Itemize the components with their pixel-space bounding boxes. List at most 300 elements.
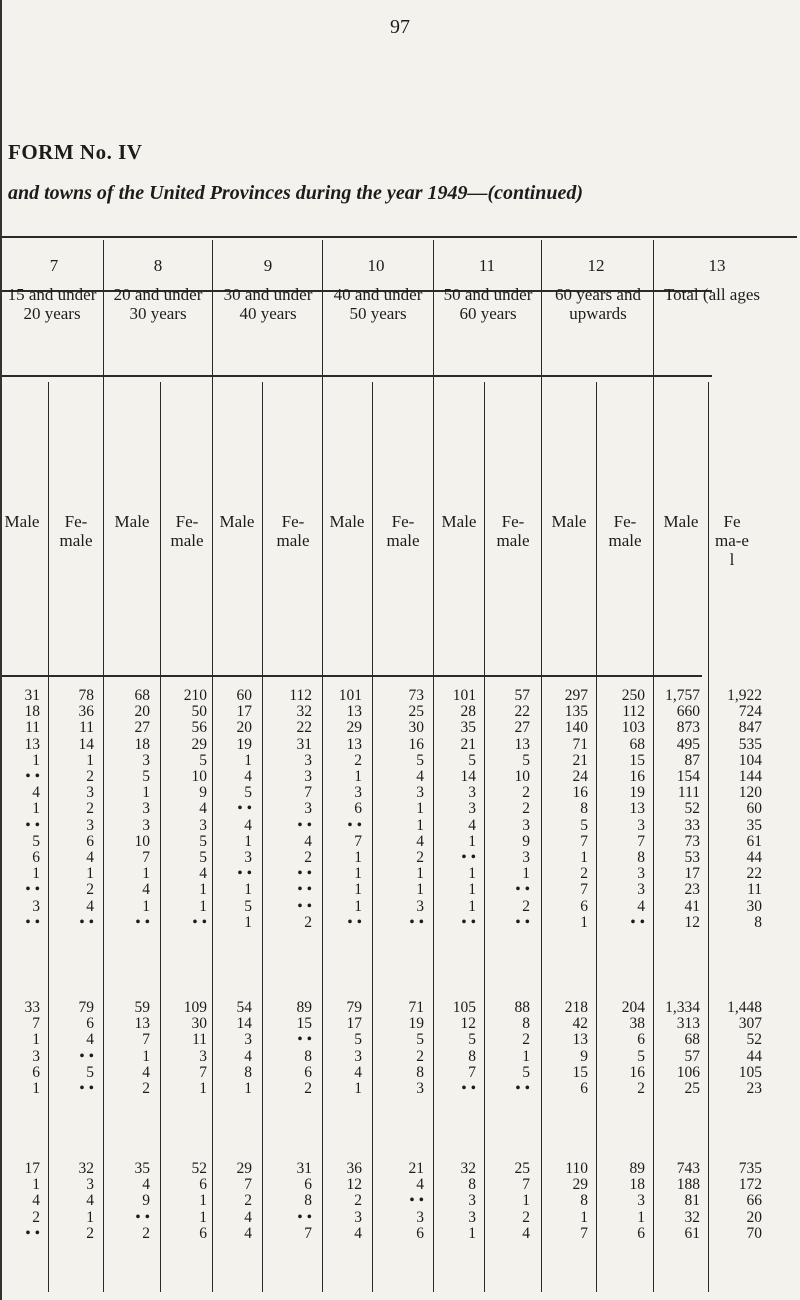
- table-cell: 3: [468, 784, 476, 802]
- table-cell: 7: [580, 832, 588, 850]
- table-cell: 1: [522, 1047, 530, 1065]
- table-cell: 29: [346, 719, 362, 737]
- table-cell: 7: [142, 849, 150, 867]
- table-cell: • •: [25, 913, 40, 931]
- table-cell: 1: [244, 881, 252, 899]
- table-column: [310, 1000, 362, 1097]
- table-column: [710, 1000, 762, 1097]
- table-column: [478, 1000, 530, 1097]
- table-cell: 71: [408, 999, 424, 1016]
- table-column: [536, 688, 588, 931]
- table-column: [200, 688, 252, 931]
- table-cell: 5: [199, 751, 207, 769]
- table-column: [0, 1000, 40, 1097]
- table-cell: 4: [354, 1063, 362, 1081]
- table-column: [0, 688, 40, 931]
- table-cell: 5: [244, 897, 252, 915]
- table-cell: • •: [297, 881, 312, 899]
- table-column: [648, 1000, 700, 1097]
- table-cell: 32: [460, 1160, 476, 1177]
- table-cell: 5: [637, 1047, 645, 1065]
- table-cell: 2: [142, 1224, 150, 1242]
- sex-header: Male: [114, 512, 150, 531]
- table-cell: 1: [522, 1192, 530, 1210]
- table-cell: 6: [637, 1224, 645, 1242]
- table-cell: 30: [191, 1015, 207, 1033]
- table-cell: 66: [746, 1192, 762, 1210]
- table-cell: 6: [199, 1176, 207, 1194]
- table-cell: 313: [676, 1015, 700, 1033]
- table-cell: 57: [684, 1047, 700, 1065]
- table-column: [710, 1161, 762, 1242]
- table-cell: 6: [86, 832, 94, 850]
- table-cell: 52: [684, 800, 700, 818]
- table-cell: 73: [408, 687, 424, 704]
- table-cell: 6: [416, 1224, 424, 1242]
- table-cell: 2: [32, 1208, 40, 1226]
- table-cell: 3: [199, 816, 207, 834]
- table-column: [372, 688, 424, 931]
- table-cell: 4: [637, 897, 645, 915]
- table-cell: 495: [676, 735, 700, 753]
- table-cell: • •: [192, 913, 207, 931]
- table-cell: 52: [746, 1031, 762, 1049]
- table-cell: 4: [86, 1031, 94, 1049]
- table-cell: 16: [408, 735, 424, 753]
- table-cell: 6: [354, 800, 362, 818]
- table-cell: 1: [244, 913, 252, 931]
- table-cell: 6: [32, 849, 40, 867]
- table-cell: 7: [522, 1176, 530, 1194]
- table-cell: 724: [738, 703, 762, 721]
- table-cell: 21: [460, 735, 476, 753]
- table-column: [42, 1000, 94, 1097]
- table-cell: 1: [354, 897, 362, 915]
- table-cell: • •: [25, 1224, 40, 1242]
- table-cell: 2: [86, 1224, 94, 1242]
- table-cell: 4: [142, 1176, 150, 1194]
- table-column: [200, 1000, 252, 1097]
- table-cell: 24: [572, 768, 588, 786]
- table-cell: 1: [468, 881, 476, 899]
- table-cell: • •: [347, 913, 362, 931]
- sex-header: Male: [551, 512, 587, 531]
- table-cell: 29: [191, 735, 207, 753]
- table-cell: • •: [25, 816, 40, 834]
- table-cell: 12: [346, 1176, 362, 1194]
- table-cell: 6: [32, 1063, 40, 1081]
- table-cell: 2: [304, 1080, 312, 1098]
- table-cell: 15: [572, 1063, 588, 1081]
- table-cell: 6: [304, 1176, 312, 1194]
- table-column: [424, 1000, 476, 1097]
- table-cell: 2: [244, 1192, 252, 1210]
- table-cell: 8: [522, 1015, 530, 1033]
- table-cell: 7: [468, 1063, 476, 1081]
- table-cell: 1: [86, 865, 94, 883]
- table-cell: 3: [304, 768, 312, 786]
- table-column: [260, 1000, 312, 1097]
- table-column: [648, 1161, 700, 1242]
- table-cell: • •: [237, 800, 252, 818]
- table-cell: 3: [416, 897, 424, 915]
- table-cell: 1: [244, 832, 252, 850]
- table-cell: 101: [338, 687, 362, 704]
- table-cell: 1: [354, 849, 362, 867]
- table-cell: 1: [199, 1080, 207, 1098]
- table-cell: 3: [354, 784, 362, 802]
- table-cell: 13: [346, 735, 362, 753]
- table-cell: 1: [32, 751, 40, 769]
- age-group-header: 20 and under 30 years: [113, 285, 203, 323]
- table-cell: 79: [78, 999, 94, 1016]
- table-cell: 1: [199, 897, 207, 915]
- age-group-header: 15 and under 20 years: [7, 285, 97, 323]
- table-cell: 3: [468, 800, 476, 818]
- table-cell: 5: [468, 751, 476, 769]
- table-cell: 5: [244, 784, 252, 802]
- table-cell: • •: [237, 865, 252, 883]
- table-cell: 44: [746, 849, 762, 867]
- table-cell: 18: [629, 1176, 645, 1194]
- sex-header: Male: [329, 512, 365, 531]
- table-cell: 57: [514, 687, 530, 704]
- table-cell: 10: [191, 768, 207, 786]
- table-cell: 1: [32, 1176, 40, 1194]
- table-cell: 1: [354, 1080, 362, 1098]
- table-cell: 9: [142, 1192, 150, 1210]
- table-cell: 17: [24, 1160, 40, 1177]
- table-cell: 2: [142, 1080, 150, 1098]
- table-cell: 14: [460, 768, 476, 786]
- table-column: [372, 1161, 424, 1242]
- sex-header: Male: [4, 512, 40, 531]
- table-cell: 5: [86, 1063, 94, 1081]
- table-cell: 218: [564, 999, 588, 1016]
- table-column: [536, 1000, 588, 1097]
- table-cell: 3: [86, 816, 94, 834]
- table-cell: 847: [738, 719, 762, 737]
- table-column: [0, 1161, 40, 1242]
- table-cell: 18: [24, 703, 40, 721]
- table-cell: 4: [244, 1047, 252, 1065]
- column-number: 13: [708, 256, 726, 275]
- table-cell: 10: [134, 832, 150, 850]
- table-cell: 1: [86, 1208, 94, 1226]
- table-cell: 1: [32, 1031, 40, 1049]
- table-cell: 1,922: [727, 687, 762, 704]
- table-column: [648, 688, 700, 931]
- table-cell: 7: [32, 1015, 40, 1033]
- table-cell: 105: [452, 999, 476, 1016]
- column-number: 9: [263, 256, 273, 275]
- table-cell: 104: [738, 751, 762, 769]
- table-cell: 3: [468, 1192, 476, 1210]
- table-cell: 12: [460, 1015, 476, 1033]
- table-cell: • •: [409, 1192, 424, 1210]
- table-cell: 16: [629, 1063, 645, 1081]
- table-cell: 32: [78, 1160, 94, 1177]
- table-cell: 5: [142, 768, 150, 786]
- table-cell: 1,757: [665, 687, 700, 704]
- table-cell: 1: [468, 897, 476, 915]
- sex-header: Fe- male: [276, 512, 310, 550]
- table-cell: 11: [747, 881, 762, 899]
- table-cell: 53: [684, 849, 700, 867]
- table-cell: 112: [622, 703, 645, 721]
- table-cell: 154: [676, 768, 700, 786]
- table-cell: 4: [86, 1192, 94, 1210]
- table-cell: 9: [580, 1047, 588, 1065]
- table-cell: 11: [25, 719, 40, 737]
- table-title: and towns of the United Provinces during the year 1949—(continued): [8, 182, 584, 204]
- table-cell: • •: [25, 768, 40, 786]
- sex-header: Fe ma-e l: [715, 512, 749, 569]
- table-cell: 32: [296, 703, 312, 721]
- table-cell: 44: [746, 1047, 762, 1065]
- table-cell: 5: [416, 1031, 424, 1049]
- table-cell: 30: [408, 719, 424, 737]
- table-cell: 4: [32, 1192, 40, 1210]
- table-cell: • •: [297, 865, 312, 883]
- table-cell: 2: [522, 1208, 530, 1226]
- table-cell: 1: [32, 1080, 40, 1098]
- table-cell: 15: [629, 751, 645, 769]
- table-cell: • •: [630, 913, 645, 931]
- table-cell: 873: [676, 719, 700, 737]
- column-number: 8: [153, 256, 163, 275]
- table-cell: 5: [32, 832, 40, 850]
- table-cell: 35: [134, 1160, 150, 1177]
- table-cell: 1: [468, 865, 476, 883]
- table-cell: 6: [199, 1224, 207, 1242]
- table-cell: 89: [296, 999, 312, 1016]
- table-cell: • •: [515, 881, 530, 899]
- table-cell: 17: [236, 703, 252, 721]
- table-cell: 38: [629, 1015, 645, 1033]
- table-cell: 3: [32, 897, 40, 915]
- column-number: 7: [49, 256, 59, 275]
- table-cell: 110: [565, 1160, 588, 1177]
- table-cell: 2: [304, 913, 312, 931]
- table-cell: 4: [244, 1208, 252, 1226]
- table-cell: 4: [244, 816, 252, 834]
- table-cell: 2: [354, 751, 362, 769]
- table-cell: 135: [564, 703, 588, 721]
- table-cell: 7: [304, 1224, 312, 1242]
- table-cell: 25: [684, 1080, 700, 1098]
- table-cell: 1: [468, 1224, 476, 1242]
- table-cell: 4: [416, 1176, 424, 1194]
- age-group-header: Total (all ages: [663, 285, 761, 304]
- column-number: 11: [478, 256, 496, 275]
- table-cell: 70: [746, 1224, 762, 1242]
- table-cell: 204: [621, 999, 645, 1016]
- table-cell: 3: [522, 816, 530, 834]
- table-cell: • •: [79, 1080, 94, 1098]
- table-column: [310, 688, 362, 931]
- table-cell: 3: [416, 1208, 424, 1226]
- table-cell: 8: [637, 849, 645, 867]
- sex-header: Male: [663, 512, 699, 531]
- table-cell: 31: [296, 1160, 312, 1177]
- table-cell: 1: [416, 816, 424, 834]
- table-cell: 8: [244, 1063, 252, 1081]
- table-cell: 6: [580, 897, 588, 915]
- table-cell: 13: [24, 735, 40, 753]
- table-cell: 2: [304, 849, 312, 867]
- table-column: [593, 1000, 645, 1097]
- table-cell: 20: [236, 719, 252, 737]
- table-cell: 4: [199, 800, 207, 818]
- table-cell: 36: [346, 1160, 362, 1177]
- table-cell: 1: [32, 800, 40, 818]
- table-cell: 35: [460, 719, 476, 737]
- table-cell: 1: [580, 913, 588, 931]
- table-cell: 2: [86, 768, 94, 786]
- table-column: [98, 688, 150, 931]
- table-cell: 56: [191, 719, 207, 737]
- table-cell: 3: [199, 1047, 207, 1065]
- age-group-header: 50 and under 60 years: [443, 285, 533, 323]
- table-cell: 12: [684, 913, 700, 931]
- table-cell: 5: [354, 1031, 362, 1049]
- table-cell: 3: [142, 816, 150, 834]
- table-cell: 660: [676, 703, 700, 721]
- table-cell: 6: [580, 1080, 588, 1098]
- table-cell: 3: [354, 1047, 362, 1065]
- table-cell: 11: [192, 1031, 207, 1049]
- table-cell: 2: [354, 1192, 362, 1210]
- table-cell: 23: [746, 1080, 762, 1098]
- table-cell: 3: [416, 1080, 424, 1098]
- table-cell: 4: [304, 832, 312, 850]
- table-cell: 7: [580, 881, 588, 899]
- table-cell: 3: [416, 784, 424, 802]
- table-column: [478, 1161, 530, 1242]
- table-cell: 3: [244, 849, 252, 867]
- table-cell: 61: [746, 832, 762, 850]
- table-cell: 1: [580, 849, 588, 867]
- table-cell: 3: [468, 1208, 476, 1226]
- table-cell: 2: [522, 1031, 530, 1049]
- table-cell: 1: [199, 881, 207, 899]
- table-cell: 5: [468, 1031, 476, 1049]
- table-cell: 1: [199, 1208, 207, 1226]
- table-cell: • •: [347, 816, 362, 834]
- table-cell: 3: [142, 751, 150, 769]
- table-cell: • •: [409, 913, 424, 931]
- table-cell: 4: [142, 1063, 150, 1081]
- table-cell: 4: [32, 784, 40, 802]
- age-group-header: 30 and under 40 years: [223, 285, 313, 323]
- table-cell: 29: [572, 1176, 588, 1194]
- table-cell: 2: [637, 1080, 645, 1098]
- table-cell: 3: [86, 784, 94, 802]
- table-cell: 78: [78, 687, 94, 704]
- table-column: [710, 688, 762, 931]
- table-cell: 5: [522, 751, 530, 769]
- table-cell: 1: [244, 1080, 252, 1098]
- table-cell: 68: [684, 1031, 700, 1049]
- table-cell: 31: [296, 735, 312, 753]
- table-column: [42, 688, 94, 931]
- table-cell: 8: [468, 1176, 476, 1194]
- table-cell: 88: [514, 999, 530, 1016]
- page-edge-mark: [0, 0, 2, 1300]
- table-cell: 11: [79, 719, 94, 737]
- table-cell: 5: [522, 1063, 530, 1081]
- table-cell: 2: [416, 1047, 424, 1065]
- table-cell: 29: [236, 1160, 252, 1177]
- table-cell: 13: [134, 1015, 150, 1033]
- table-cell: 16: [629, 768, 645, 786]
- table-cell: 3: [637, 865, 645, 883]
- table-cell: 27: [514, 719, 530, 737]
- sex-header: Fe- male: [170, 512, 204, 550]
- table-cell: 25: [408, 703, 424, 721]
- table-cell: 13: [514, 735, 530, 753]
- table-column: [200, 1161, 252, 1242]
- table-cell: 1: [416, 865, 424, 883]
- table-cell: 5: [416, 751, 424, 769]
- table-cell: 6: [86, 1015, 94, 1033]
- table-cell: 1: [244, 751, 252, 769]
- table-cell: 535: [738, 735, 762, 753]
- table-cell: 30: [746, 897, 762, 915]
- table-cell: 33: [24, 999, 40, 1016]
- rule-top: [2, 236, 797, 238]
- table-cell: 59: [134, 999, 150, 1016]
- table-cell: 172: [738, 1176, 762, 1194]
- age-group-header: 40 and under 50 years: [333, 285, 423, 323]
- table-cell: 6: [637, 1031, 645, 1049]
- table-cell: 7: [354, 832, 362, 850]
- table-cell: 250: [621, 687, 645, 704]
- table-cell: 25: [514, 1160, 530, 1177]
- table-cell: 1: [580, 1208, 588, 1226]
- table-cell: 50: [191, 703, 207, 721]
- table-cell: 13: [629, 800, 645, 818]
- table-cell: 14: [78, 735, 94, 753]
- table-cell: 103: [621, 719, 645, 737]
- table-column: [98, 1161, 150, 1242]
- table-cell: 18: [134, 735, 150, 753]
- table-cell: 41: [684, 897, 700, 915]
- table-cell: 3: [304, 751, 312, 769]
- table-cell: 1: [637, 1208, 645, 1226]
- table-cell: 7: [304, 784, 312, 802]
- table-cell: 4: [416, 832, 424, 850]
- table-cell: • •: [297, 816, 312, 834]
- table-cell: 1,334: [665, 999, 700, 1016]
- sex-header: Fe- male: [496, 512, 530, 550]
- table-cell: 42: [572, 1015, 588, 1033]
- table-cell: 1: [142, 897, 150, 915]
- table-cell: 3: [86, 1176, 94, 1194]
- table-cell: 7: [199, 1063, 207, 1081]
- table-cell: 1: [354, 865, 362, 883]
- table-cell: 1: [416, 800, 424, 818]
- sex-header: Male: [441, 512, 477, 531]
- table-cell: 7: [580, 1224, 588, 1242]
- table-cell: 19: [629, 784, 645, 802]
- table-cell: • •: [297, 897, 312, 915]
- table-cell: 5: [580, 816, 588, 834]
- table-cell: 21: [408, 1160, 424, 1177]
- table-cell: 8: [580, 800, 588, 818]
- table-cell: 20: [746, 1208, 762, 1226]
